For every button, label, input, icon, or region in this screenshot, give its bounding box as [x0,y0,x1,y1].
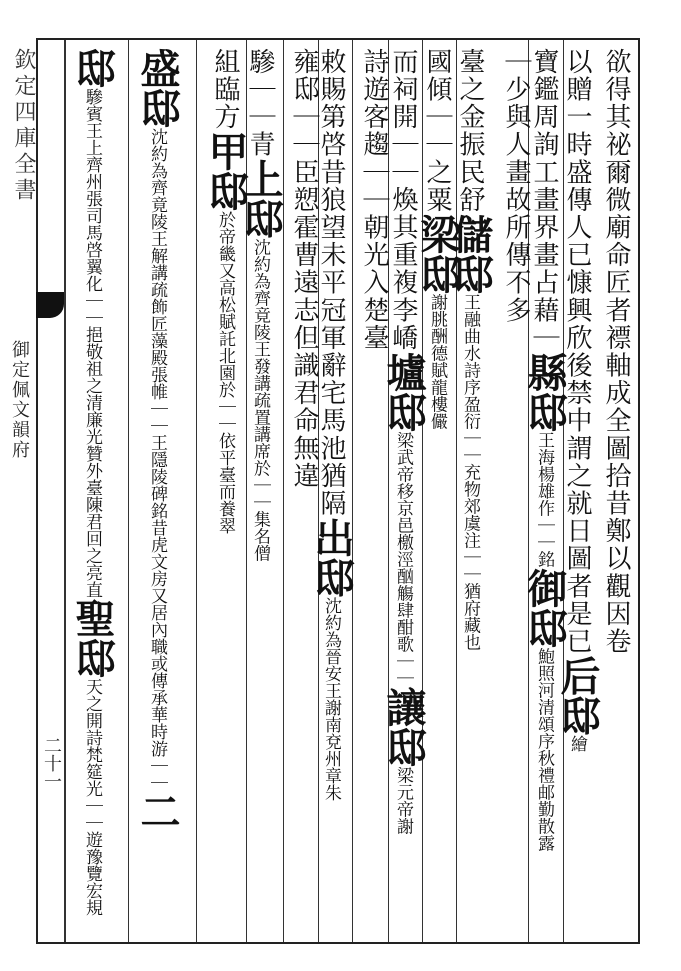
headword: 邸 [202,170,249,211]
body-text: 詩遊客趨｜｜朝光入楚臺 [359,48,389,352]
headword: 二 [134,791,181,831]
body-text: ｜少與人畫故所傳不多 [501,48,531,324]
headword: 盛 [134,48,181,88]
headword: 縣 [521,351,568,392]
headword: 邸 [69,638,116,678]
annotation: 王融曲水詩序盈衍｜｜充物郊虞注｜｜猶府藏也 [460,293,480,651]
headword: 邸 [380,726,427,767]
text-column [308,48,355,928]
body-text: 欲得其祕爾微廟命匠者褾軸成全圖拾昔鄭以觀因卷 [601,48,631,656]
annotation: 驂賓王上齊州張司馬啓翼化｜｜挹敬祖之清廉光贊外臺陳君回之亮直 [82,88,102,598]
headword: 邸 [69,48,116,88]
annotation: 謝朓酬德賦龍樓儼 [427,293,447,430]
headword: 梁 [414,213,461,254]
text-column [380,48,427,928]
section-title: 御定佩文韻府 [9,340,30,460]
annotation: 王海楊雄作｜｜銘 [534,431,554,568]
text-column [283,48,317,928]
headword: 聖 [69,598,116,638]
headword: 出 [308,517,355,558]
body-text: 臺之金振民舒 [455,48,485,214]
annotation: 沈約為齊竟陵王解講疏飾匠藻殿張帷｜｜ [147,128,167,434]
text-column [202,48,249,928]
text-column [353,48,387,928]
body-text: 以贈一時盛傳人已慷興欣後禁中謂之就日圖者是已 [562,48,592,656]
headword: 邸 [447,253,494,294]
annotation: 沈約為晉安王謝南兗州章朱 [321,597,341,802]
body-text: 組臨方 [210,48,240,131]
text-column [447,48,494,928]
body-text: 敕賜第啓昔狼望未平冠軍辭宅馬池猶隔 [316,48,346,518]
headword: 上 [237,158,284,199]
column-rule [128,40,129,942]
headword: 甲 [202,130,249,171]
annotation: 沈約為齊竟陵王發講疏置講席於｜｜集名僧 [250,238,270,562]
body-text: 國傾｜｜之粟 [422,48,452,214]
annotation: 王隱陵碑銘昔虎文房又居內職或傳承華時游｜｜ [147,434,167,791]
headword: 儲 [447,213,494,254]
annotation: 鮑照河清頌序秋禮邮勤散露 [534,647,554,852]
headword: 邸 [521,391,568,432]
body-text: 而祠開｜｜煥其重複李嶠 [388,48,418,352]
book-title: 欽定四庫全書 [11,48,36,204]
annotation: 天之開詩梵筵光｜｜遊豫覽宏規 [82,678,102,916]
headword: 邸 [380,391,427,432]
headword: 邸 [554,695,601,736]
headword: 邸 [521,607,568,648]
text-column [554,48,601,928]
headword: 御 [521,567,568,608]
headword: 后 [554,655,601,696]
headword: 邸 [237,198,284,239]
headword: 邸 [308,557,355,598]
body-text: 雍邸｜｜臣愬霍曹遠志但識君命無違 [289,48,319,490]
annotation: 繪 [567,735,587,753]
text-column [414,48,461,928]
headword: 邸 [134,88,181,128]
text-column [521,48,568,928]
headword: 讓 [380,686,427,727]
annotation: 於帝畿又高松賦託北園於｜｜依平臺而養翠 [215,210,235,534]
column-rule [64,40,66,942]
text-column [237,48,284,928]
text-column [69,48,116,928]
body-text: 驂｜｜青 [245,48,275,159]
column-rule [196,40,197,942]
headword: 邸 [414,253,461,294]
headword: 壚 [380,351,427,392]
text-column [595,48,629,928]
annotation: 梁武帝移京邑檄涇酗觴肆酣歌｜｜ [393,431,413,687]
page-number: 二十一 [41,736,62,790]
text-column [134,48,181,928]
text-column [495,48,529,928]
annotation: 梁元帝謝 [393,766,413,835]
body-text: 寶鑑周詢工畫界畫占藉｜ [529,48,559,352]
